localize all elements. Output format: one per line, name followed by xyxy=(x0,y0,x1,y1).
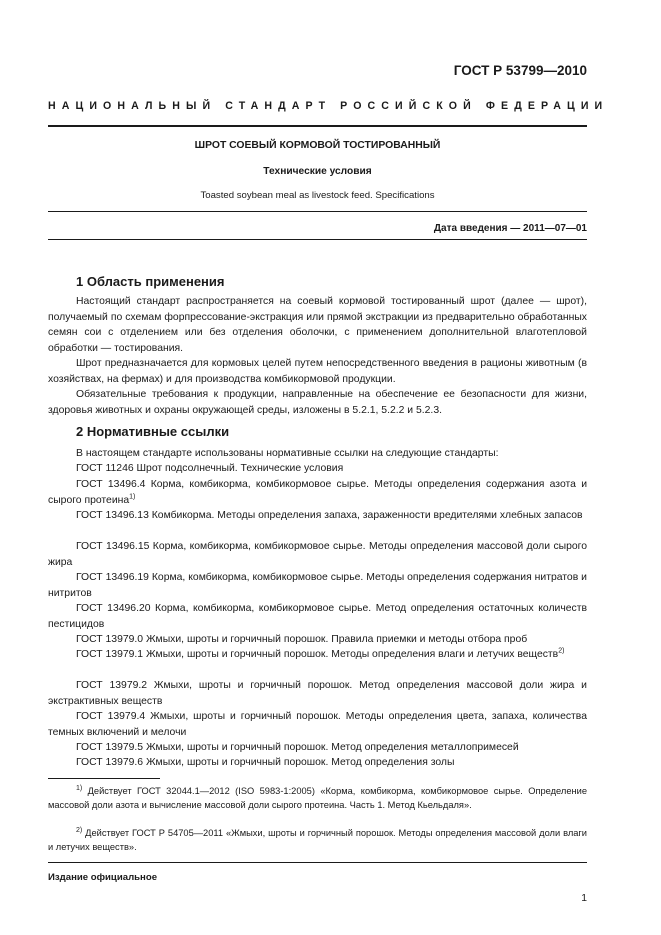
scope-text-1: Настоящий стандарт распространяется на соевый кормовой тостированный шрот (далее — шрот), получаемый по схемам форпрессование-экстракция или прямой экстракции из предварительно обработанных семян сои с отделением или без отделения оболочки, с применением дополнительной влаготепловой обработки — тостирования. xyxy=(48,296,587,354)
reference-text: ГОСТ 13979.2 Жмыхи, шроты и горчичный порошок. Метод определения массовой доли жира и экстрактивных веществ xyxy=(48,680,587,707)
scope-paragraph-2 xyxy=(48,356,587,387)
references-intro xyxy=(48,446,587,462)
reference-text: ГОСТ 13979.6 Жмыхи, шроты и горчичный порошок. Метод определения золы xyxy=(76,757,455,768)
scope-text-3: Обязательные требования к продукции, направленные на обеспечение ее безопасности для жизни, здоровья животных и охраны окружающей среды, изложены в 5.2.1, 5.2.2 и 5.2.3. xyxy=(48,389,587,416)
footnote-mark: 1) xyxy=(76,784,83,792)
footnote-separator xyxy=(48,778,160,779)
reference-text: ГОСТ 13496.13 Комбикорма. Методы определения запаха, зараженности вредителями хлебных запасов xyxy=(76,510,583,521)
footnote-mark: 2) xyxy=(76,826,83,834)
footnote-1 xyxy=(48,784,587,812)
footer-rule xyxy=(48,862,587,863)
reference-text: ГОСТ 13979.1 Жмыхи, шроты и горчичный порошок. Методы определения влаги и летучих веществ xyxy=(76,649,559,660)
scope-paragraph-3 xyxy=(48,387,587,418)
date-rule xyxy=(48,239,587,240)
scope-text-2: Шрот предназначается для кормовых целей путем непосредственного введения в рационы животным (в хозяйствах, на фермах) и для производства комбикормовой продукции. xyxy=(48,358,587,385)
footnote-text: Действует ГОСТ Р 54705—2011 «Жмыхи, шроты и горчичный порошок. Методы определения массовой доли влаги и летучих веществ». xyxy=(48,828,587,852)
standard-subtitle: Технические условия xyxy=(263,166,372,177)
footnote-text: Действует ГОСТ 32044.1—2012 (ISO 5983-1:2005) «Корма, комбикорма, комбикормовое сырье. Определение массовой доли азота и вычисление массовой доли сырого протеина. Часть 1. Метод Кьельдаля». xyxy=(48,786,587,810)
reference-text: ГОСТ 13979.4 Жмыхи, шроты и горчичный порошок. Методы определения цвета, запаха, количества темных включений и мелочи xyxy=(48,711,587,738)
standard-title-english: Toasted soybean meal as livestock feed. Specifications xyxy=(200,190,435,201)
reference-item xyxy=(48,477,587,508)
reference-item xyxy=(48,461,587,477)
footnote-marker: 2) xyxy=(558,647,565,655)
reference-text: ГОСТ 13496.4 Корма, комбикорма, комбикормовое сырье. Методы определения содержания азота и сырого протеина xyxy=(48,479,587,506)
section-2-heading: 2 Нормативные ссылки xyxy=(76,424,230,439)
introduction-date: Дата введения — 2011—07—01 xyxy=(433,223,587,234)
reference-text: ГОСТ 13496.20 Корма, комбикорма, комбикормовое сырье. Метод определения остаточных количеств пестицидов xyxy=(48,603,587,630)
footnote-2 xyxy=(48,826,587,854)
reference-item xyxy=(48,740,587,756)
reference-item xyxy=(48,647,587,663)
national-standard-heading: НАЦИОНАЛЬНЫЙ СТАНДАРТ РОССИЙСКОЙ ФЕДЕРАЦИИ xyxy=(48,100,609,112)
title-rule xyxy=(48,211,587,212)
reference-text: ГОСТ 13496.19 Корма, комбикорма, комбикормовое сырье. Методы определения содержания нитратов и нитритов xyxy=(48,572,587,599)
reference-text: ГОСТ 11246 Шрот подсолнечный. Технические условия xyxy=(76,463,344,474)
document-number: ГОСТ Р 53799—2010 xyxy=(453,63,587,78)
reference-item xyxy=(48,570,587,601)
reference-item xyxy=(48,601,587,632)
reference-text: ГОСТ 13979.5 Жмыхи, шроты и горчичный порошок. Метод определения металлопримесей xyxy=(76,742,519,753)
reference-item xyxy=(48,678,587,709)
header-rule xyxy=(48,125,587,127)
reference-item xyxy=(48,539,587,570)
footnote-marker: 1) xyxy=(129,493,136,501)
section-1-heading: 1 Область применения xyxy=(76,274,225,289)
page-number: 1 xyxy=(581,893,587,904)
reference-item xyxy=(48,755,587,771)
reference-text: ГОСТ 13496.15 Корма, комбикорма, комбикормовое сырье. Методы определения массовой доли сырого жира xyxy=(48,541,587,568)
standard-title: ШРОТ СОЕВЫЙ КОРМОВОЙ ТОСТИРОВАННЫЙ xyxy=(194,140,441,151)
reference-text: ГОСТ 13979.0 Жмыхи, шроты и горчичный порошок. Правила приемки и методы отбора проб xyxy=(76,634,528,645)
official-edition-label: Издание официальное xyxy=(48,872,158,883)
reference-item xyxy=(48,709,587,740)
references-intro-text: В настоящем стандарте использованы нормативные ссылки на следующие стандарты: xyxy=(76,448,499,459)
reference-item xyxy=(48,508,587,524)
scope-paragraph-1 xyxy=(48,294,587,356)
reference-item xyxy=(48,632,587,648)
